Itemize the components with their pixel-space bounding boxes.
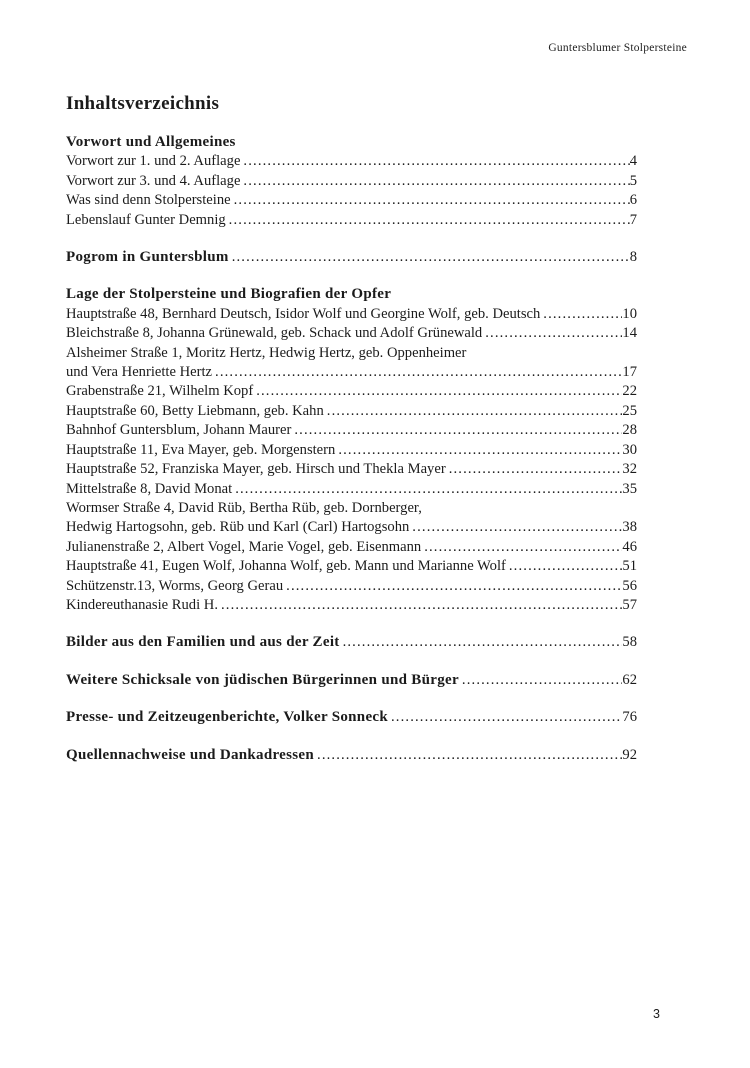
toc-entry [66, 499, 637, 518]
toc-section [66, 746, 637, 765]
toc-entry-label: Mittelstraße 8, David Monat [66, 480, 233, 497]
toc-entry-page: 46 [622, 538, 637, 555]
toc-entry-page: 14 [622, 325, 637, 342]
toc-entry [66, 538, 637, 557]
dot-leader [412, 518, 622, 537]
toc-entry-page: 58 [622, 634, 637, 651]
dot-leader [317, 746, 622, 765]
toc-section [66, 133, 637, 230]
page-title: Inhaltsverzeichnis [66, 93, 220, 114]
dot-leader [243, 152, 629, 171]
toc-entry-label: Quellennachweise und Dankadressen [66, 746, 315, 763]
dot-leader [221, 596, 622, 615]
toc-entry [66, 557, 637, 576]
toc-entry [66, 460, 637, 479]
toc-entry-label: Lebenslauf Gunter Demnig [66, 211, 226, 228]
toc-entry-label: und Vera Henriette Hertz [66, 364, 213, 381]
toc-entry-label: Bilder aus den Familien und aus der Zeit [66, 634, 340, 651]
toc-entry-label: Vorwort zur 3. und 4. Auflage [66, 172, 241, 189]
toc-entry-page: 5 [629, 172, 637, 189]
toc-content [66, 92, 637, 765]
toc-entry-page: 51 [622, 558, 637, 575]
toc-section-heading [66, 671, 637, 690]
toc-entry-page: 76 [622, 709, 637, 726]
toc-entry-label: Grabenstraße 21, Wilhelm Kopf [66, 383, 254, 400]
toc-entry [66, 363, 637, 382]
toc-entry-page: 38 [622, 519, 637, 536]
toc-section-heading [66, 133, 637, 152]
toc-section-heading [66, 248, 637, 267]
toc-entry-page: 7 [629, 211, 637, 228]
toc-entry-label: Vorwort zur 1. und 2. Auflage [66, 153, 241, 170]
toc-entry-label: Weitere Schicksale von jüdischen Bürgerinnen und Bürger [66, 671, 459, 688]
toc-section-heading [66, 285, 637, 304]
toc-entry [66, 324, 637, 343]
dot-leader [234, 191, 630, 210]
dot-leader [543, 305, 622, 324]
toc-entry-label: Hedwig Hartogsohn, geb. Rüb und Karl (Carl) Hartogsohn [66, 519, 410, 536]
toc-entry-page: 4 [629, 153, 637, 170]
toc-entry [66, 382, 637, 401]
toc-entry-label: Wormser Straße 4, David Rüb, Bertha Rüb, geb. Dornberger, [66, 499, 422, 516]
toc-entry-label: Hauptstraße 48, Bernhard Deutsch, Isidor Wolf und Georgine Wolf, geb. Deutsch [66, 305, 541, 322]
toc-section [66, 633, 637, 652]
dot-leader [391, 708, 622, 727]
toc-entry [66, 596, 637, 615]
toc-entry [66, 518, 637, 537]
toc-entry-page: 10 [622, 305, 637, 322]
dot-leader [343, 633, 623, 652]
toc-entry-page: 62 [622, 671, 637, 688]
dot-leader [509, 557, 623, 576]
toc-entry-page: 25 [622, 402, 637, 419]
dot-leader [485, 324, 622, 343]
toc-entry-page: 22 [622, 383, 637, 400]
toc-entry-page: 56 [622, 577, 637, 594]
toc-entry [66, 305, 637, 324]
toc-entry-label: Presse- und Zeitzeugenberichte, Volker Sonneck [66, 709, 388, 726]
toc-entry-label: Julianenstraße 2, Albert Vogel, Marie Vogel, geb. Eisenmann [66, 538, 422, 555]
toc-entry [66, 191, 637, 210]
running-header: Guntersblumer Stolpersteine [548, 42, 687, 54]
dot-leader [256, 382, 622, 401]
toc-entry-page: 17 [622, 364, 637, 381]
toc-sections [66, 133, 637, 765]
toc-entry-label: Alsheimer Straße 1, Moritz Hertz, Hedwig Hertz, geb. Oppenheimer [66, 344, 467, 361]
dot-leader [243, 172, 629, 191]
toc-entry-page: 30 [622, 441, 637, 458]
toc-entry-page: 35 [622, 480, 637, 497]
dot-leader [286, 577, 622, 596]
toc-entry-label: Was sind denn Stolpersteine [66, 192, 231, 209]
toc-entry [66, 421, 637, 440]
dot-leader [327, 402, 623, 421]
toc-entry [66, 441, 637, 460]
dot-leader [449, 460, 623, 479]
toc-section-heading [66, 746, 637, 765]
toc-entry-label: Vorwort und Allgemeines [66, 134, 236, 150]
page-number: 3 [653, 1007, 660, 1021]
toc-entry-page: 8 [629, 249, 637, 266]
toc-section [66, 248, 637, 267]
dot-leader [294, 421, 622, 440]
toc-entry-label: Hauptstraße 60, Betty Liebmann, geb. Kahn [66, 402, 324, 419]
dot-leader [235, 480, 622, 499]
toc-section-heading [66, 708, 637, 727]
dot-leader [338, 441, 622, 460]
dot-leader [424, 538, 622, 557]
toc-entry [66, 402, 637, 421]
toc-entry-page: 28 [622, 422, 637, 439]
toc-entry-label: Bleichstraße 8, Johanna Grünewald, geb. Schack und Adolf Grünewald [66, 325, 483, 342]
toc-section [66, 708, 637, 727]
toc-entry-label: Hauptstraße 41, Eugen Wolf, Johanna Wolf, geb. Mann und Marianne Wolf [66, 558, 506, 575]
toc-entry [66, 577, 637, 596]
toc-entry [66, 211, 637, 230]
toc-entry [66, 172, 637, 191]
toc-entry [66, 480, 637, 499]
dot-leader [462, 671, 622, 690]
dot-leader [229, 211, 630, 230]
toc-entry-label: Schützenstr.13, Worms, Georg Gerau [66, 577, 284, 594]
toc-section [66, 285, 637, 615]
toc-entry-label: Hauptstraße 52, Franziska Mayer, geb. Hirsch und Thekla Mayer [66, 461, 446, 478]
toc-entry-page: 32 [622, 461, 637, 478]
toc-section [66, 671, 637, 690]
toc-entry [66, 344, 637, 363]
toc-entry-label: Pogrom in Guntersblum [66, 249, 229, 266]
dot-leader [232, 248, 630, 267]
toc-entry-label: Kindereuthanasie Rudi H. [66, 596, 218, 613]
toc-entry-label: Hauptstraße 11, Eva Mayer, geb. Morgenstern [66, 441, 336, 458]
toc-entry-label: Lage der Stolpersteine und Biografien der Opfer [66, 286, 392, 303]
toc-entry-page: 92 [622, 746, 637, 763]
toc-entry-page: 6 [629, 192, 637, 209]
toc-entry [66, 152, 637, 171]
toc-entry-page: 57 [622, 596, 637, 613]
toc-entry-label: Bahnhof Guntersblum, Johann Maurer [66, 422, 292, 439]
dot-leader [215, 363, 622, 382]
toc-section-heading [66, 633, 637, 652]
